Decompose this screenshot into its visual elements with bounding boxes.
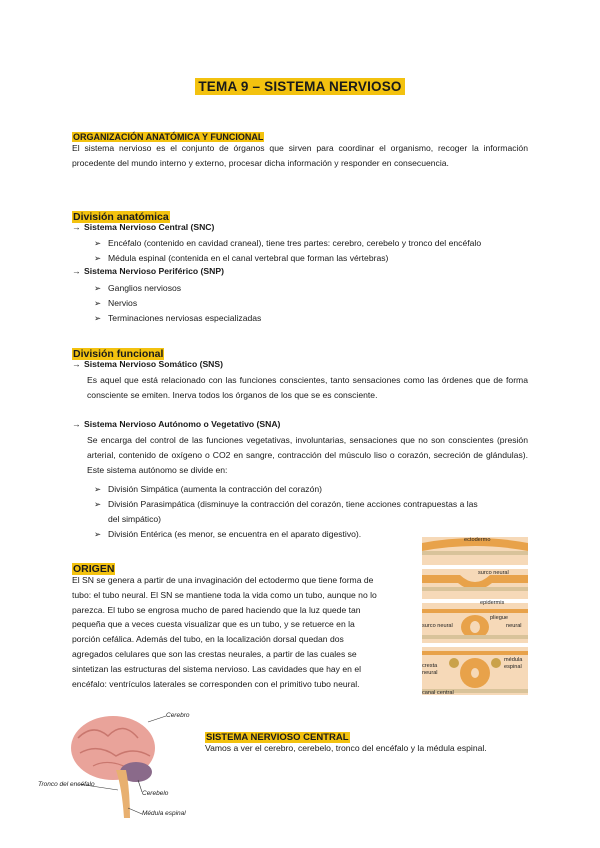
list-item: ➢ Nervios [94,298,138,308]
bullet-icon: ➢ [94,253,102,263]
arrow-icon: → [72,222,81,232]
organizacion-heading: ORGANIZACIÓN ANATÓMICA Y FUNCIONAL [73,132,264,142]
label-neural-2: neural [422,670,438,676]
list-item: ➢ División Entérica (es menor, se encuentra en el aparato digestivo). [94,529,362,539]
label-surco: surco neural [422,623,453,629]
label-epidermis: epidermis [480,600,505,606]
list-item: ➢ Ganglios nerviosos [94,283,182,293]
anatomica-heading: División anatómica [73,211,169,223]
snp-item: → Sistema Nervioso Periférico (SNP) [72,266,224,276]
bullet-icon: ➢ [94,313,102,323]
page-title [0,78,600,96]
list-item: ➢ Encéfalo (contenido en cavidad craneal), tiene tres partes: cerebro, cerebelo y tronco del encéfalo [94,238,482,248]
list-item: ➢ División Simpática (aumenta la contracción del corazón) [94,484,322,494]
snc-heading: SISTEMA NERVIOSO CENTRAL [206,732,349,743]
bullet-icon: ➢ [94,298,102,308]
label-pliegue: pliegue [490,615,509,621]
brain-illustration [38,708,198,820]
label-surco-neural: surco neural [478,570,509,576]
list-item: ➢ Médula espinal (contenida en el canal vertebral que forman las vértebras) [94,253,389,263]
label-cerebro: Cerebro [166,712,190,719]
sns-text: Es aquel que está relacionado con las funciones conscientes, tanto sensaciones como las órdenes que de forma consciente se emiten. Inerva todos los órganos de los que se es consciente. [87,375,528,400]
neural-tube-figure [420,531,530,699]
label-neural: neural [506,623,522,629]
label-medula-espinal: Médula espinal [142,810,186,817]
bullet-icon: ➢ [94,529,102,539]
sns-item: → Sistema Nervioso Somático (SNS) [72,359,223,369]
list-item-continuation: del simpático) [108,514,162,524]
label-ectodermo: ectodermo [464,537,491,543]
funcional-heading: División funcional [73,348,164,360]
snc-item: → Sistema Nervioso Central (SNC) [72,222,215,232]
title-text: TEMA 9 – SISTEMA NERVIOSO [195,78,404,95]
bullet-icon: ➢ [94,283,102,293]
brain-figure [38,708,198,820]
arrow-icon: → [72,266,81,276]
label-tronco: Tronco del encéfalo [38,781,95,788]
sna-text: Se encarga del control de las funciones vegetativas, involuntarias, sensaciones que no son conscientes (presión arterial, contenido de oxígeno o CO2 en sangre, contracción del músculo liso o corazón, secreción de glándulas). Este sistema autónomo se divide en: [87,435,528,475]
arrow-icon: → [72,419,81,429]
label-canal-central: canal central [422,690,454,696]
label-cerebelo: Cerebelo [142,790,169,797]
sna-item: → Sistema Nervioso Autónomo o Vegetativo (SNA) [72,419,281,429]
list-item: ➢ División Parasimpática (disminuye la contracción del corazón, tiene acciones contrapuestas a las [94,499,478,509]
bullet-icon: ➢ [94,238,102,248]
arrow-icon: → [72,359,81,369]
origen-heading: ORIGEN [73,563,115,575]
label-medula: médula [504,657,523,663]
list-item: ➢ Terminaciones nerviosas especializadas [94,313,262,323]
bullet-icon: ➢ [94,484,102,494]
organizacion-text: El sistema nervioso es el conjunto de órganos que sirven para coordinar el organismo, recoger la información procedente del mundo interno y externo, procesar dicha información y responder en consecuencia. [72,143,528,168]
label-espinal: espinal [504,664,522,670]
bullet-icon: ➢ [94,499,102,509]
snc-text: Vamos a ver el cerebro, cerebelo, tronco del encéfalo y la médula espinal. [205,743,487,753]
origen-text: El SN se genera a partir de una invaginación del ectodermo que tiene forma de tubo: el tubo neural. El SN se mantiene toda la vida como un tubo, aunque no lo parezca. El tubo se engrosa mucho de pared haciendo que la luz quede tan pequeña que a veces cuesta visualizar que es un tubo, y se retuerce en la porción cefálica. Además del tubo, en la localización dorsal quedan dos agregados celulares que son las crestas neurales, a partir de las cuales se sintetizan las estructuras del sistema nervioso. Las cavidades que hay en el encéfalo: ventrículos laterales se corresponden con el primitivo tubo neural. [72,575,377,689]
label-cresta: cresta [422,663,438,669]
